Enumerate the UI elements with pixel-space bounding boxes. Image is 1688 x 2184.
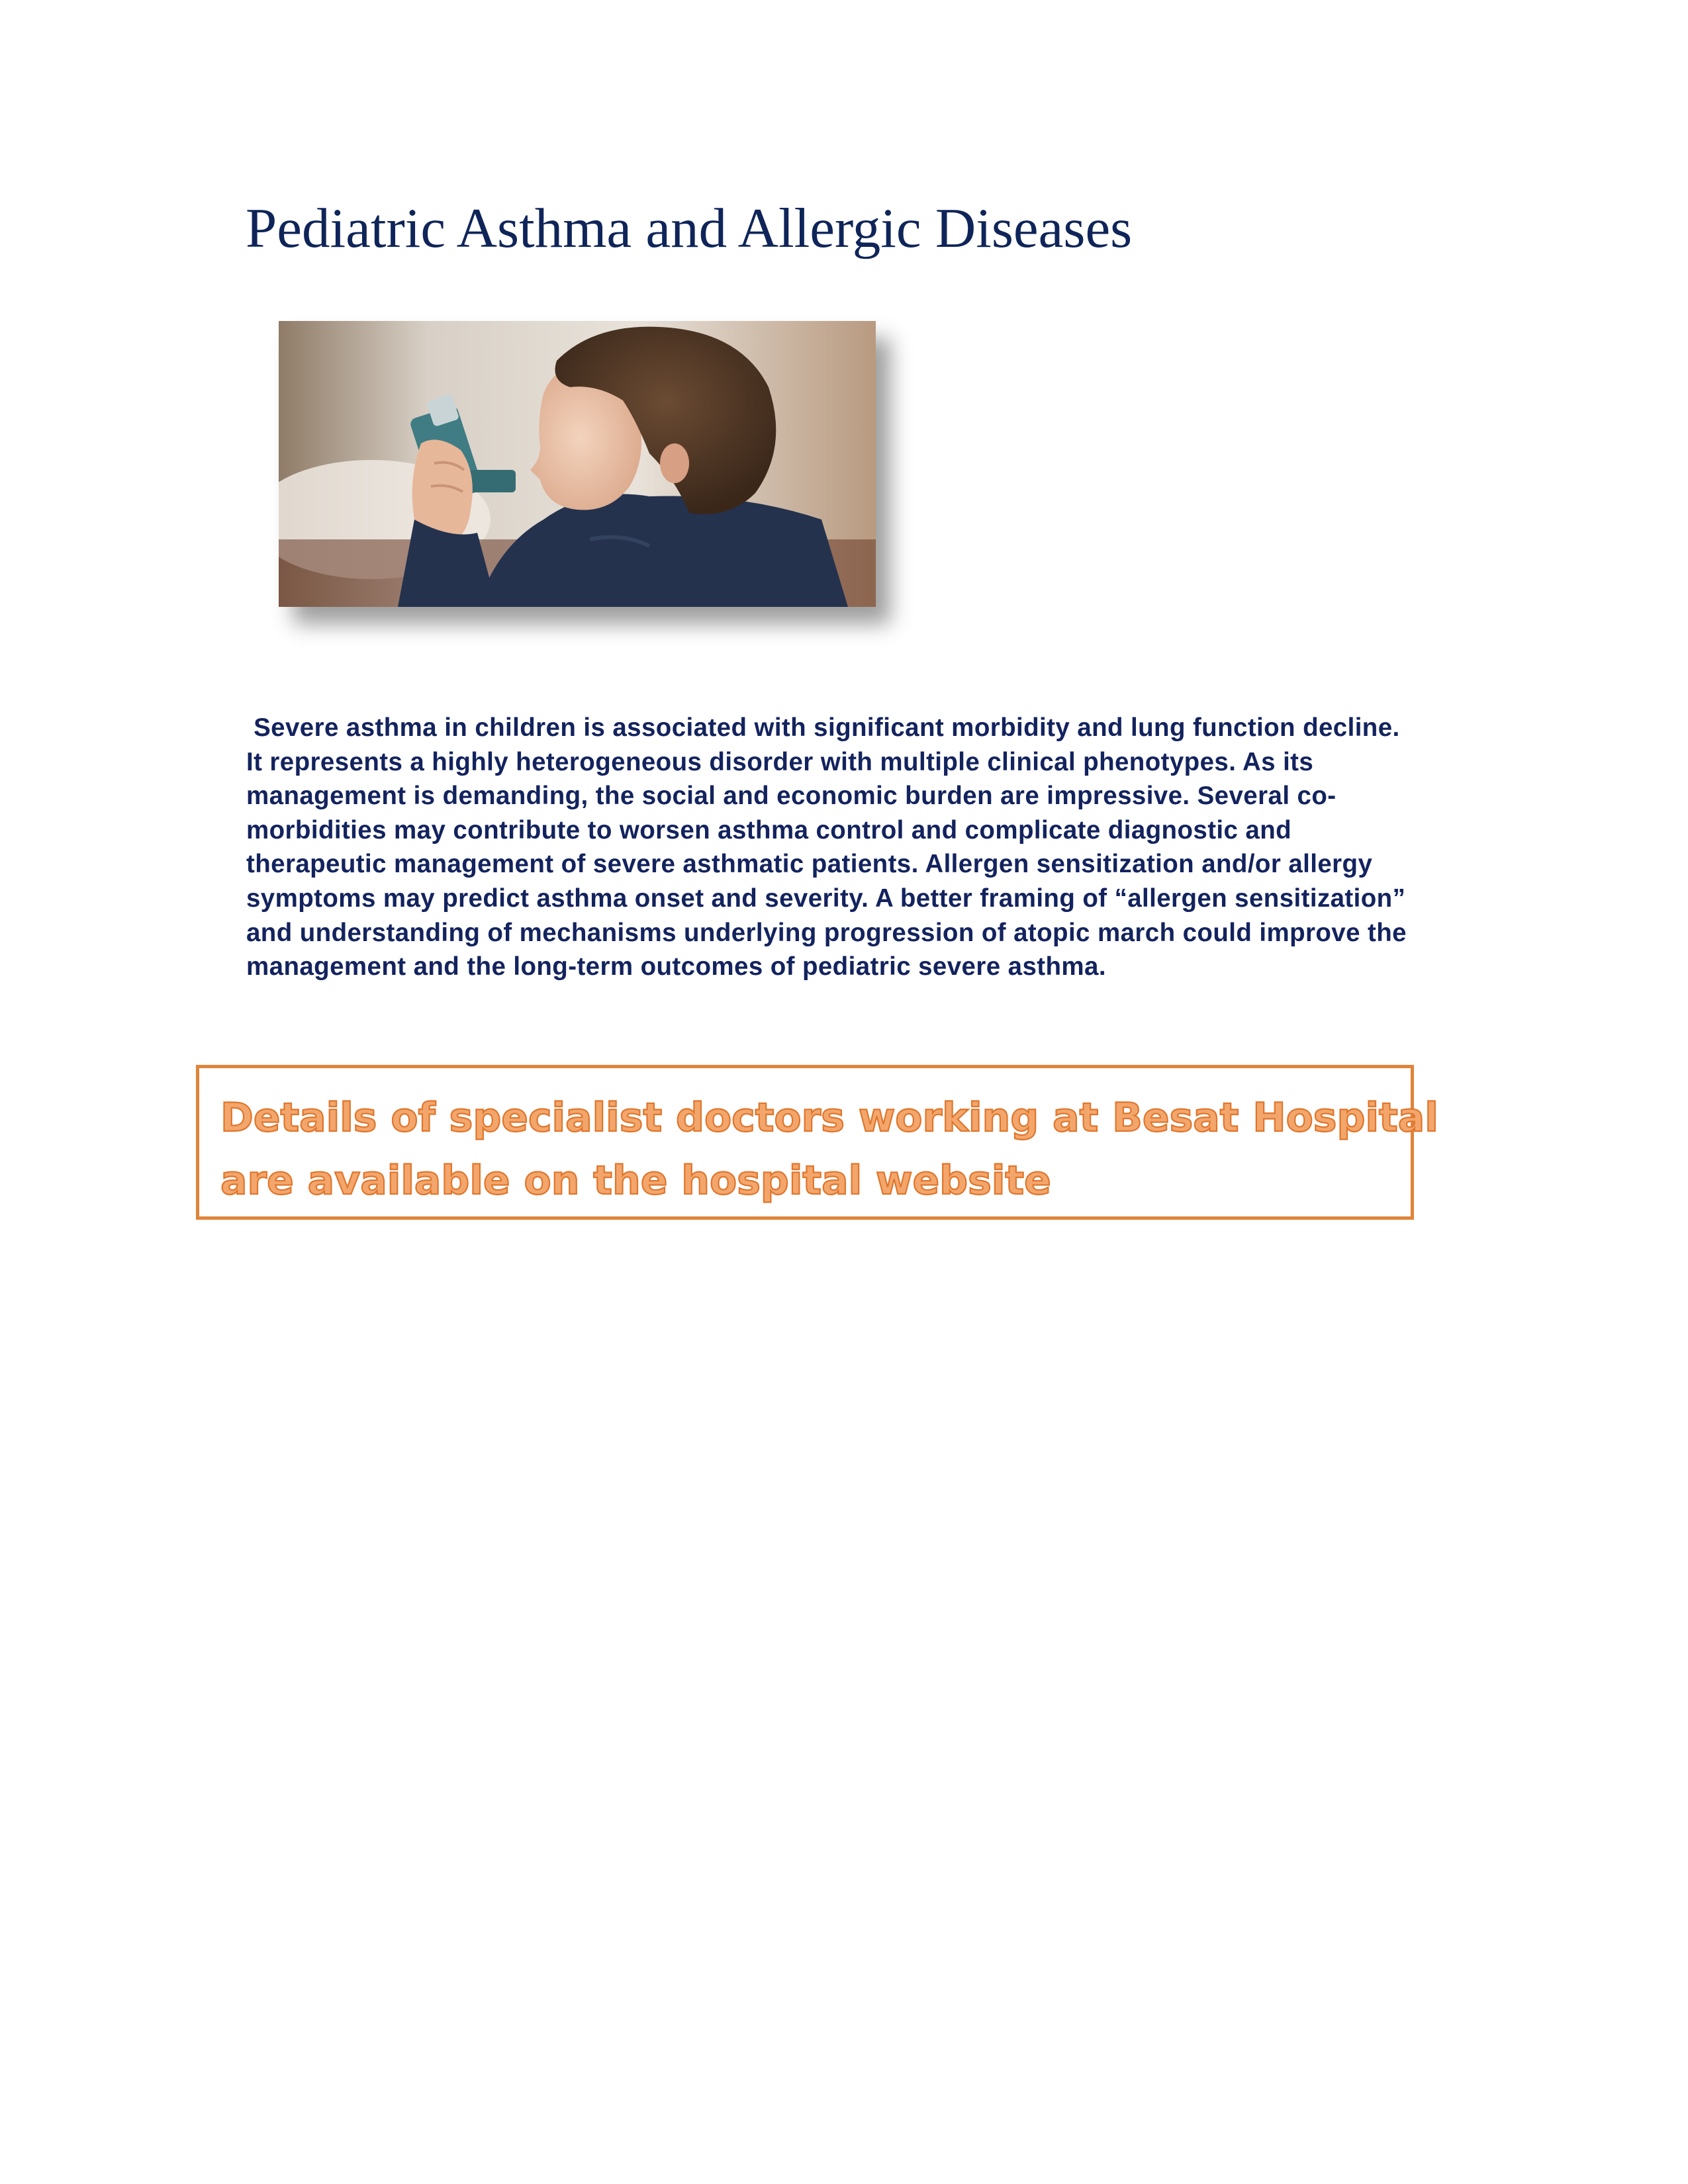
notice-line: Details of specialist doctors working at Besat Hospital	[220, 1095, 1438, 1141]
hospital-notice-box	[196, 1065, 1438, 1220]
body-line: and understanding of mechanisms underlying progression of atopic march could improve the	[246, 918, 1407, 947]
child-inhaler-photo	[279, 321, 876, 607]
body-line: therapeutic management of severe asthmatic patients. Allergen sensitization and/or allergy	[246, 850, 1373, 879]
notice-line: are available on the hospital website	[220, 1158, 1051, 1204]
body-line: It represents a highly heterogeneous disorder with multiple clinical phenotypes. As its	[246, 747, 1314, 776]
body-line: morbidities may contribute to worsen asthma control and complicate diagnostic and	[246, 815, 1292, 844]
body-paragraph	[246, 711, 1491, 984]
body-line: symptoms may predict asthma onset and severity. A better framing of “allergen sensitization”	[246, 884, 1406, 913]
body-line: management and the long-term outcomes of pediatric severe asthma.	[246, 952, 1106, 981]
page-title: Pediatric Asthma and Allergic Diseases	[246, 197, 1133, 259]
hospital-notice-text	[220, 1087, 1438, 1212]
body-line: Severe asthma in children is associated with significant morbidity and lung function decline.	[246, 713, 1400, 742]
body-line: management is demanding, the social and economic burden are impressive. Several co-	[246, 782, 1336, 811]
